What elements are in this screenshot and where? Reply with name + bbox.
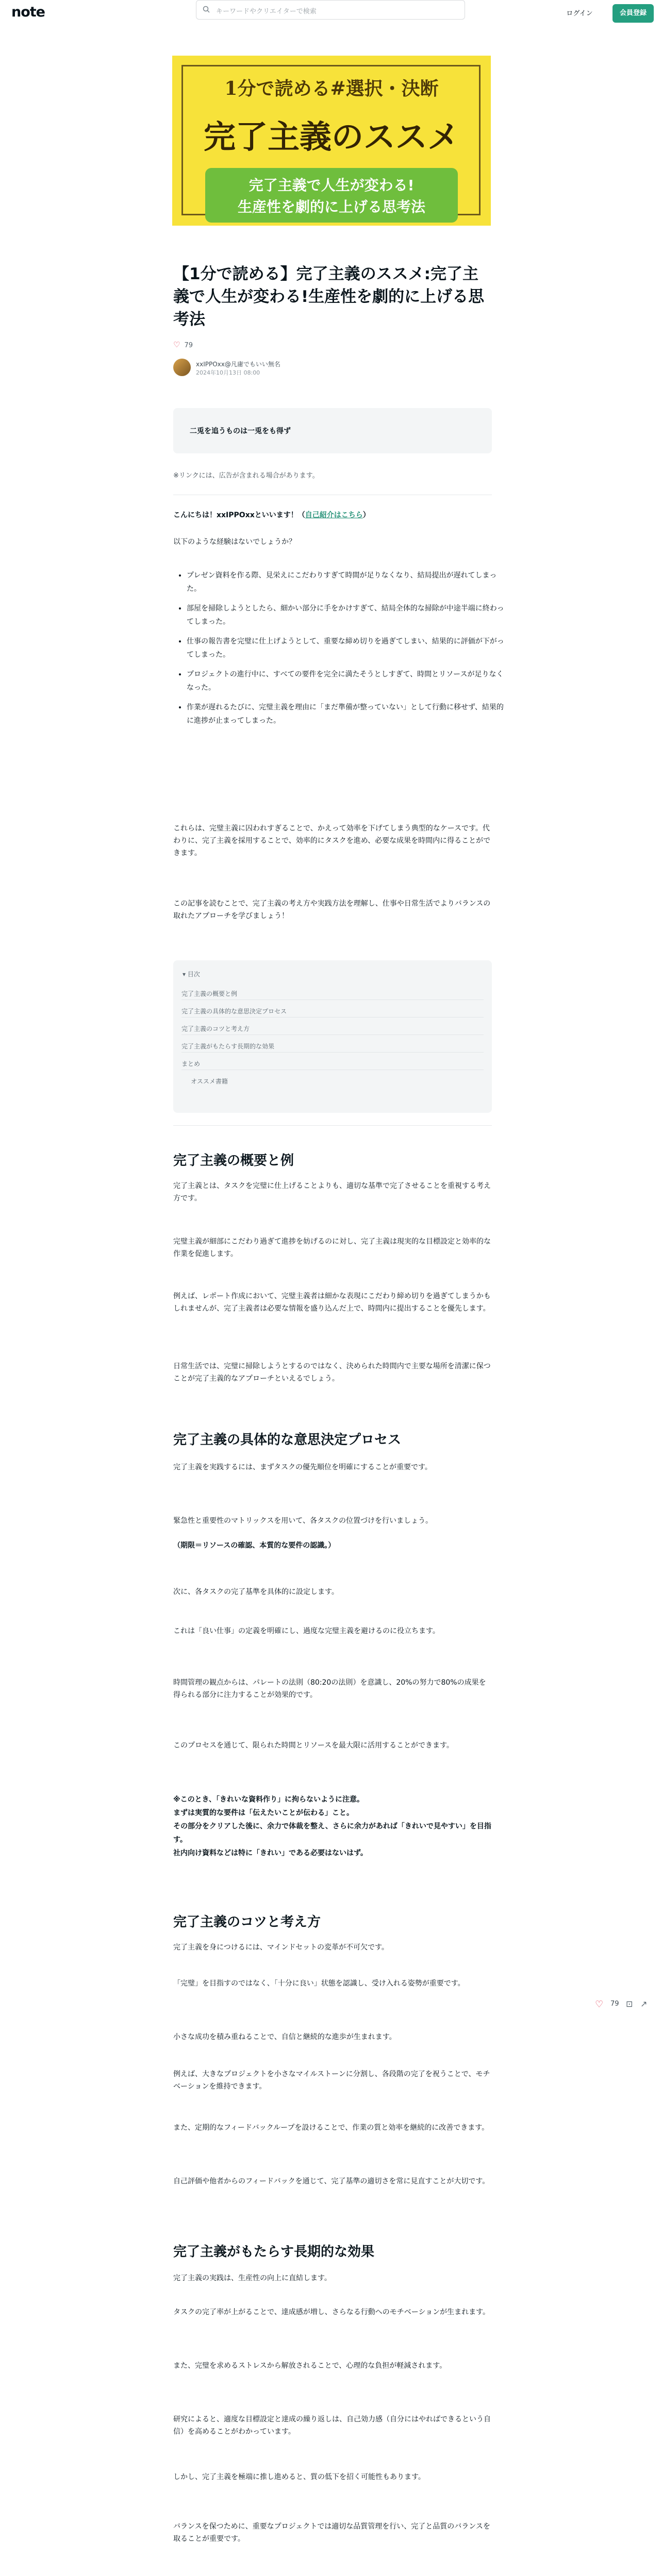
paragraph: バランスを保つために、重要なプロジェクトでは適切な品質管理を行い、完了と品質のバランスを取ることが重要です。 xyxy=(173,2522,490,2543)
paragraph: 研究によると、適度な目標設定と達成の繰り返しは、自己効力感（自分にはやればできるという自信）を高めることがわかっています。 xyxy=(173,2415,491,2436)
hero-band-line1: 完了主義で人生が変わる! xyxy=(249,177,415,194)
author-name[interactable]: xxIPPOxx@凡庸でもいい無名 xyxy=(196,361,280,368)
intro-question: 以下のような経験はないでしょうか？ xyxy=(173,538,296,546)
signup-button[interactable]: 会員登録 xyxy=(613,4,654,23)
list-item: • プレゼン資料を作る際、見栄えにこだわりすぎて時間が足りなくなり、結局提出が遅れてしまった。 xyxy=(187,569,505,596)
paragraph: 「完璧」を目指すのではなく、「十分に良い」状態を認識し、受け入れる姿勢が重要です。 xyxy=(173,1979,465,1988)
section-heading: 完了主義の概要と例 xyxy=(173,1153,294,1168)
section-heading: 完了主義のコツと考え方 xyxy=(173,1914,321,1930)
toc-heading[interactable]: ▾ 目次 xyxy=(183,971,200,978)
paragraph: 完了主義とは、タスクを完璧に仕上げることよりも、適切な基準で完了させることを重視する考え方です。 xyxy=(173,1182,491,1202)
greeting-a: こんにちは！xxIPPOxxといいます！（ xyxy=(173,511,305,519)
toc-item[interactable]: 完了主義の具体的な意思決定プロセス xyxy=(181,1008,287,1015)
paragraph: 次に、各タスクの完了基準を具体的に設定します。 xyxy=(173,1588,339,1596)
paragraph: 例えば、大きなプロジェクトを小さなマイルストーンに分割し、各段階の完了を祝うことで、モチベーションを維持できます。 xyxy=(173,2070,490,2091)
login-button[interactable]: ログイン xyxy=(566,10,593,18)
bookmark-icon[interactable]: ⊡ xyxy=(626,1999,633,2009)
note-block xyxy=(173,1793,492,1860)
paragraph: これらは、完璧主義に囚われすぎることで、かえって効率を下げてしまう典型的なケースです。代わりに、完了主義を採用することで、効率的にタスクを進め、必要な成果を時間内に得ることができます。 xyxy=(173,824,491,857)
article-title: 【1分で読める】完了主義のススメ:完了主義で人生が変わる!生産性を劇的に上げる思考法 xyxy=(173,265,485,329)
share-icon[interactable]: ↗ xyxy=(640,1999,648,2009)
ad-note: ※リンクには、広告が含まれる場合があります。 xyxy=(173,472,319,480)
paragraph: 日常生活では、完璧に掃除しようとするのではなく、決められた時間内で主要な場所を清潔に保つことが完了主義的なアプローチといえるでしょう。 xyxy=(173,1362,491,1383)
hero-band-line2: 生産性を劇的に上げる思考法 xyxy=(237,198,425,215)
paragraph: このプロセスを通じて、限られた時間とリソースを最大限に活用することができます。 xyxy=(173,1741,454,1750)
greeting-b: ） xyxy=(362,511,370,519)
note-line: その部分をクリアした後に、余力で体裁を整え、さらに余力があれば「きれいで見やすい」を目指す。 xyxy=(173,1822,491,1844)
note-logo[interactable]: note xyxy=(11,4,45,20)
search-input[interactable] xyxy=(196,0,465,20)
note-line: 社内向け資料などは特に「きれい」である必要はないはず。 xyxy=(173,1849,368,1857)
paragraph: これは「良い仕事」の定義を明確にし、過度な完璧主義を避けるのに役立ちます。 xyxy=(173,1627,440,1635)
paragraph: また、完璧を求めるストレスから解放されることで、心理的な負担が軽減されます。 xyxy=(173,2362,447,2370)
avatar[interactable] xyxy=(173,359,191,376)
note-line: まずは実質的な要件は「伝えたいことが伝わる」こと。 xyxy=(173,1809,354,1817)
paragraph: タスクの完了率が上がることで、達成感が増し、さらなる行動へのモチベーションが生まれます。 xyxy=(173,2308,490,2316)
paragraph: この記事を読むことで、完了主義の考え方や実践方法を理解し、仕事や日常生活でよりバランスの取れたアプローチを学びましょう！ xyxy=(173,900,491,920)
hero-line1: 1分で読める#選択・決断 xyxy=(224,78,439,99)
hero-line2: 完了主義のススメ xyxy=(203,118,459,156)
paragraph: 緊急性と重要性のマトリックスを用いて、各タスクの位置づけを行いましょう。 xyxy=(173,1517,433,1525)
heart-icon[interactable]: ♡ xyxy=(595,1999,604,2010)
paragraph: 完了主義の実践は、生産性の向上に直結します。 xyxy=(173,2274,332,2282)
hero-band xyxy=(205,168,458,223)
quote-text: 二兎を追うものは一兎をも得ず xyxy=(190,427,291,435)
toc-item[interactable]: オススメ書籍 xyxy=(191,1078,228,1085)
like-count: 79 xyxy=(184,342,193,349)
paragraph: 完了主義を実践するには、まずタスクの優先順位を明確にすることが重要です。 xyxy=(173,1463,432,1471)
paragraph: 完了主義を身につけるには、マインドセットの変革が不可欠です。 xyxy=(173,1943,389,1952)
toc-divider xyxy=(181,999,484,1000)
toc-item[interactable]: 完了主義のコツと考え方 xyxy=(181,1025,250,1032)
list-item: • 部屋を掃除しようとしたら、細かい部分に手をかけすぎて、結局全体的な掃除が中途半端に終わってしまった。 xyxy=(187,602,505,629)
toc-item[interactable]: まとめ xyxy=(181,1060,201,1067)
author-info[interactable] xyxy=(173,359,379,377)
like-counter[interactable] xyxy=(173,340,193,349)
section-heading: 完了主義の具体的な意思決定プロセス xyxy=(173,1432,402,1448)
top-header xyxy=(0,0,662,27)
paragraph: 時間管理の観点からは、パレートの法則（80:20の法則）を意識し、20%の努力で80%の成果を得られる部分に注力することが効果的です。 xyxy=(173,1679,486,1699)
publish-date: 2024年10月13日 08:00 xyxy=(196,369,260,376)
greeting xyxy=(173,509,492,521)
search-placeholder: キーワードやクリエイターで検索 xyxy=(216,8,317,15)
list-item: • 作業が遅れるたびに、完璧主義を理由に「まだ準備が整っていない」として行動に移せず、結果的に進捗が止まってしまった。 xyxy=(187,701,505,727)
paragraph: 自己評価や他者からのフィードバックを通じて、完了基準の適切さを常に見直すことが大切です。 xyxy=(173,2177,490,2185)
heart-icon: ♡ xyxy=(173,340,180,349)
floating-like-count: 79 xyxy=(610,2000,619,2008)
quote-box xyxy=(173,408,492,453)
paragraph: 完璧主義が細部にこだわり過ぎて進捗を妨げるのに対し、完了主義は現実的な目標設定と効率的な作業を促進します。 xyxy=(173,1238,491,1258)
paragraph: また、定期的なフィードバックループを設けることで、作業の質と効率を継続的に改善できます。 xyxy=(173,2124,489,2132)
search-icon xyxy=(203,6,210,13)
list-item: • 仕事の報告書を完璧に仕上げようとして、重要な締め切りを過ぎてしまい、結果的に評価が下がってしまった。 xyxy=(187,635,505,662)
toc-divider xyxy=(181,1017,484,1018)
toc-item[interactable]: 完了主義の概要と例 xyxy=(181,990,238,997)
toc-item[interactable]: 完了主義がもたらす長期的な効果 xyxy=(181,1043,275,1050)
divider xyxy=(173,1125,492,1126)
experience-list xyxy=(173,569,505,734)
floating-actions xyxy=(595,1999,662,2011)
list-item: • プロジェクトの進行中に、すべての要件を完全に満たそうとしすぎて、時間とリソースが足りなくなった。 xyxy=(187,668,505,694)
self-intro-link[interactable]: 自己紹介はこちら xyxy=(305,511,363,519)
table-of-contents xyxy=(173,960,492,1113)
paragraph: しかし、完了主義を極端に推し進めると、質の低下を招く可能性もあります。 xyxy=(173,2473,425,2481)
toc-divider xyxy=(181,1052,484,1053)
paragraph: 小さな成功を積み重ねることで、自信と継続的な進歩が生まれます。 xyxy=(173,2033,396,2041)
section-heading: 完了主義がもたらす長期的な効果 xyxy=(173,2244,375,2260)
paragraph: （期限＝リソースの確認、本質的な要件の認識。） xyxy=(173,1541,336,1550)
note-line: ※このとき、「きれいな資料作り」に拘らないように注意。 xyxy=(173,1795,365,1804)
hero-image xyxy=(172,56,491,226)
paragraph: 例えば、レポート作成において、完璧主義者は細かな表現にこだわり締め切りを過ぎてしまうかもしれませんが、完了主義者は必要な情報を盛り込んだ上で、時間内に提出することを優先します。 xyxy=(173,1292,491,1313)
